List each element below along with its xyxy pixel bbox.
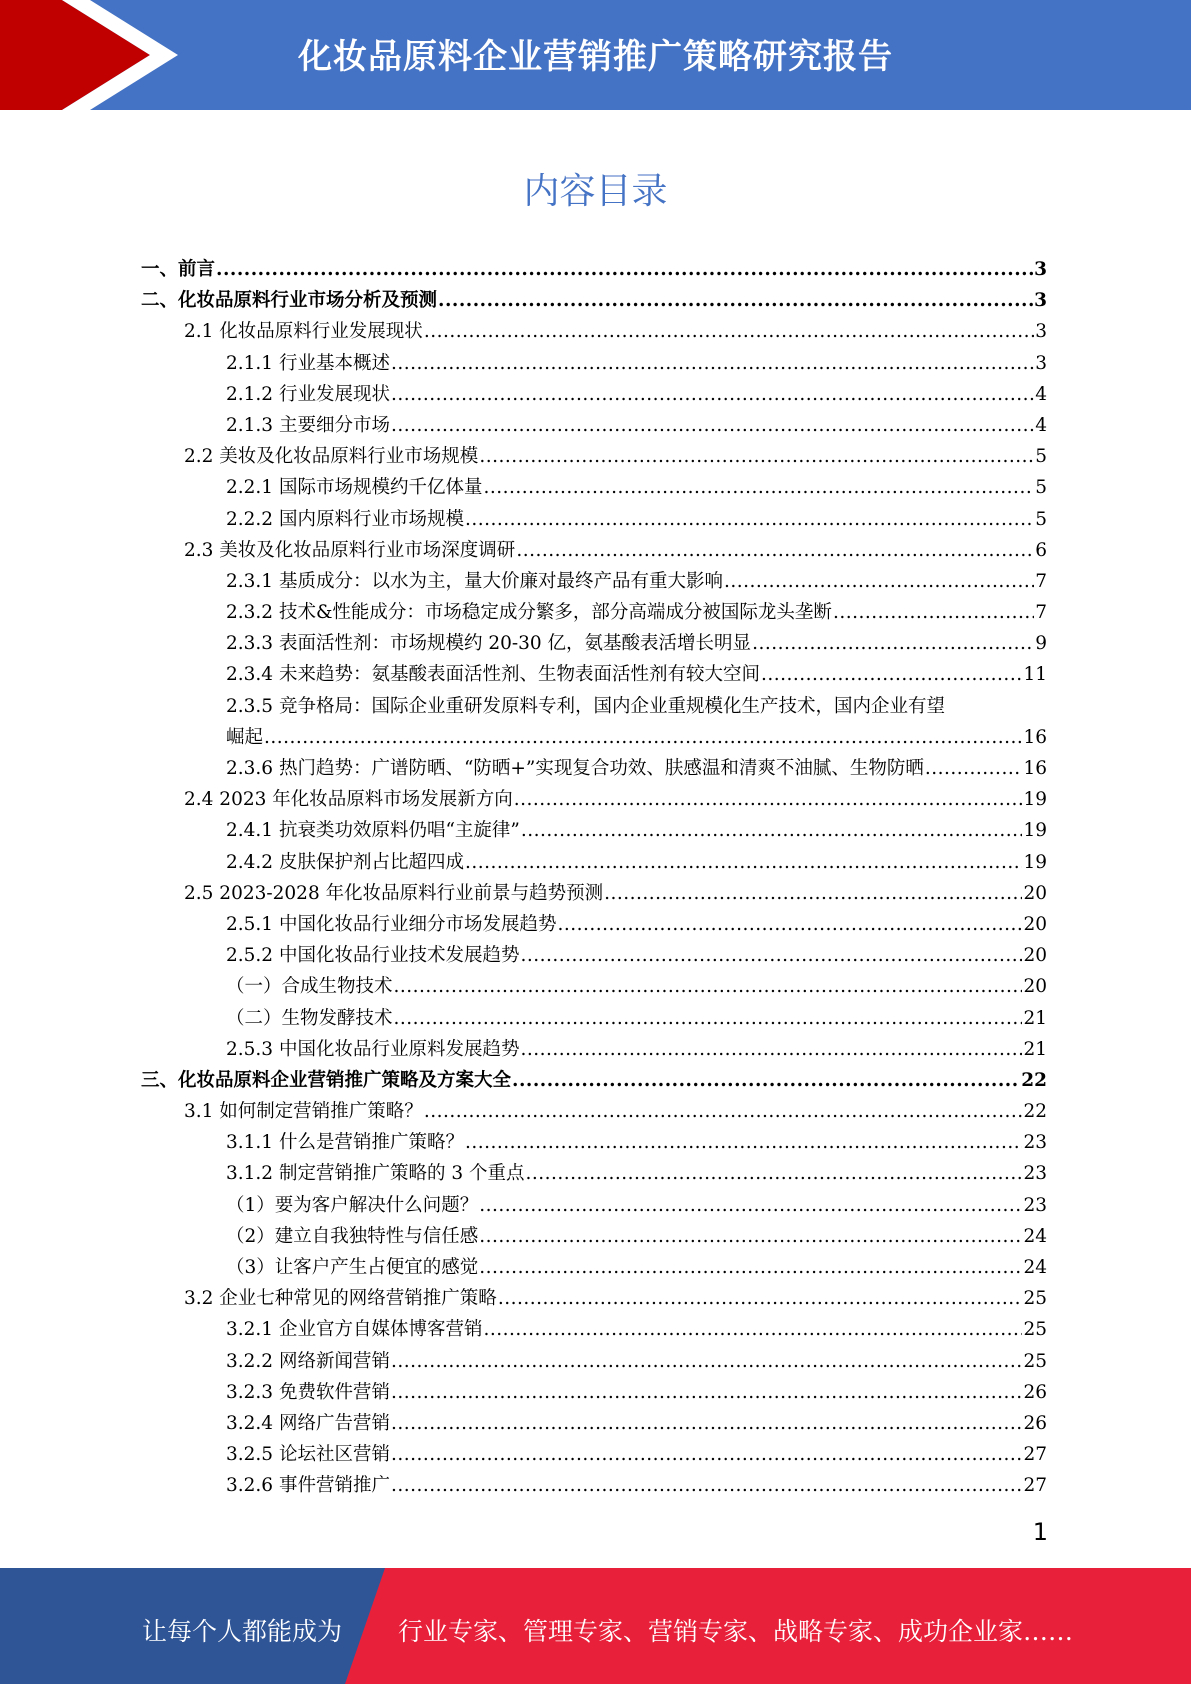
- toc-entry[interactable]: [141, 1190, 1047, 1221]
- toc-leader-dots: [465, 504, 1034, 535]
- toc-entry[interactable]: [141, 971, 1047, 1002]
- toc-page-number: 5: [1035, 477, 1047, 499]
- toc-leader-dots: [391, 1346, 1022, 1377]
- toc-entry-label: 3.2.5 论坛社区营销: [226, 1444, 390, 1466]
- toc-entry-label: 2.3.6 热门趋势：广谱防晒、“防晒+”实现复合功效、肤感温和清爽不油腻、生物防晒: [226, 758, 924, 780]
- report-title: [150, 0, 1191, 106]
- toc-leader-dots: [520, 940, 1022, 971]
- toc-entry-label: 2.3.5 竞争格局：国际企业重研发原料专利，国内企业重规模化生产技术，国内企业有望: [226, 695, 945, 717]
- toc-page-number: 9: [1035, 633, 1047, 655]
- toc-entry-label: 2.3 美妆及化妆品原料行业市场深度调研: [184, 539, 516, 561]
- toc-entry-label: 2.2.2 国内原料行业市场规模: [226, 508, 464, 530]
- toc-entry-label: 二、化妆品原料行业市场分析及预测: [141, 290, 438, 312]
- toc-entry[interactable]: [141, 1127, 1047, 1158]
- toc-leader-dots: [391, 410, 1034, 441]
- toc-entry[interactable]: [141, 909, 1047, 940]
- toc-leader-dots: [391, 1408, 1022, 1439]
- toc-entry[interactable]: [141, 659, 1047, 690]
- toc-page-number: 5: [1035, 446, 1047, 468]
- toc-entry[interactable]: [141, 1158, 1047, 1189]
- toc-page-number: 23: [1023, 1194, 1047, 1216]
- toc-entry[interactable]: [141, 1470, 1047, 1501]
- toc-entry[interactable]: [141, 1034, 1047, 1065]
- toc-entry[interactable]: [141, 285, 1047, 316]
- toc-page-number: 20: [1023, 976, 1047, 998]
- toc-page-number: 22: [1021, 1069, 1047, 1091]
- toc-entry[interactable]: [141, 1252, 1047, 1283]
- toc-entry-label: 3.2.4 网络广告营销: [226, 1412, 390, 1434]
- toc-entry-label: 3.2 企业七种常见的网络营销推广策略: [184, 1288, 497, 1310]
- toc-page-number: 24: [1023, 1257, 1047, 1279]
- toc-page-number: 26: [1023, 1412, 1047, 1434]
- toc-leader-dots: [264, 722, 1022, 753]
- toc-leader-dots: [391, 1470, 1022, 1501]
- toc-entry[interactable]: [141, 1003, 1047, 1034]
- toc-entry-label: （3）让客户产生占便宜的感觉: [226, 1257, 479, 1279]
- toc-leader-dots: [526, 1158, 1023, 1189]
- toc-leader-dots: [465, 847, 1022, 878]
- toc-entry-label: 2.4.1 抗衰类功效原料仍唱“主旋律”: [226, 820, 520, 842]
- toc-entry-continuation: [141, 722, 1047, 753]
- page-number: 1: [1032, 1518, 1048, 1546]
- toc-entry[interactable]: [141, 254, 1047, 285]
- toc-entry-label: 3.1 如何制定营销推广策略？: [184, 1101, 423, 1123]
- toc-entry[interactable]: [141, 348, 1047, 379]
- toc-heading: 内容目录: [523, 171, 668, 212]
- toc-entry[interactable]: [141, 472, 1047, 503]
- toc-page-number: 19: [1023, 789, 1047, 811]
- toc-entry-label: 3.2.3 免费软件营销: [226, 1381, 390, 1403]
- toc-page-number: 3: [1035, 321, 1047, 343]
- toc-entry-label: 2.3.3 表面活性剂：市场规模约 20-30 亿，氨基酸表活增长明显: [226, 633, 752, 655]
- toc-entry[interactable]: [141, 691, 1047, 753]
- toc-entry-label: 2.3.1 基质成分：以水为主，量大价廉对最终产品有重大影响: [226, 570, 723, 592]
- toc-page-number: 11: [1023, 664, 1047, 686]
- toc-entry[interactable]: [141, 753, 1047, 784]
- footer-slogan: 让每个人都能成为: [142, 1617, 343, 1646]
- toc-entry-label: （1）要为客户解决什么问题？: [226, 1194, 479, 1216]
- toc-entry[interactable]: [141, 1314, 1047, 1345]
- toc-leader-dots: [557, 909, 1022, 940]
- toc-entry[interactable]: [141, 878, 1047, 909]
- toc-page-number: 5: [1035, 508, 1047, 530]
- toc-entry[interactable]: [141, 504, 1047, 535]
- toc-leader-dots: [394, 971, 1023, 1002]
- toc-entry[interactable]: [141, 1377, 1047, 1408]
- toc-entry[interactable]: [141, 1221, 1047, 1252]
- toc-entry-label: （二）生物发酵技术: [226, 1007, 393, 1029]
- toc-entry[interactable]: [141, 379, 1047, 410]
- toc-entry-label: 2.5.1 中国化妆品行业细分市场发展趋势: [226, 913, 557, 935]
- toc-entry-label: 一、前言: [141, 259, 216, 280]
- toc-page-number: 25: [1023, 1288, 1047, 1310]
- toc-entry[interactable]: [141, 784, 1047, 815]
- toc-entry-label: 2.5 2023-2028 年化妆品原料行业前景与趋势预测: [184, 882, 604, 904]
- toc-entry-label: 3.1.1 什么是营销推广策略？: [226, 1132, 464, 1154]
- footer-roles: 行业专家、管理专家、营销专家、战略专家、成功企业家……: [398, 1617, 1074, 1646]
- toc-entry[interactable]: [141, 1283, 1047, 1314]
- toc-leader-dots: [761, 659, 1022, 690]
- toc-leader-dots: [216, 254, 1033, 285]
- toc-page-number: 21: [1023, 1038, 1047, 1060]
- toc-page-number: 16: [1023, 758, 1047, 780]
- toc-page-number: 20: [1023, 945, 1047, 967]
- toc-page-number: 26: [1023, 1381, 1047, 1403]
- toc-leader-dots: [391, 348, 1034, 379]
- toc-entry[interactable]: [141, 628, 1047, 659]
- toc-page-number: 27: [1023, 1475, 1047, 1497]
- toc-leader-dots: [604, 878, 1022, 909]
- toc-leader-dots: [724, 566, 1034, 597]
- toc-leader-dots: [479, 441, 1034, 472]
- toc-entry[interactable]: [141, 847, 1047, 878]
- toc-leader-dots: [479, 1190, 1022, 1221]
- toc-leader-dots: [514, 784, 1023, 815]
- toc-leader-dots: [479, 1221, 1022, 1252]
- toc-page-number: 25: [1023, 1319, 1047, 1341]
- toc-entry-label: 3.2.2 网络新闻营销: [226, 1350, 390, 1372]
- footer-banner: [0, 1568, 1191, 1684]
- toc-leader-dots: [752, 628, 1034, 659]
- toc-entry-label: 3.1.2 制定营销推广策略的 3 个重点: [226, 1163, 525, 1185]
- report-title-text: 化妆品原料企业营销推广策略研究报告: [298, 36, 893, 77]
- toc-entry-label: 2.3.4 未来趋势：氨基酸表面活性剂、生物表面活性剂有较大空间: [226, 664, 760, 686]
- toc-entry[interactable]: [141, 597, 1047, 628]
- toc-entry[interactable]: [141, 441, 1047, 472]
- toc-entry-label: （一）合成生物技术: [226, 976, 393, 998]
- toc-page-number: 19: [1023, 820, 1047, 842]
- toc-entry-label: 2.4.2 皮肤保护剂占比超四成: [226, 851, 464, 873]
- toc-entry[interactable]: [141, 815, 1047, 846]
- toc-page-number: 4: [1035, 414, 1047, 436]
- toc-page-number: 7: [1035, 570, 1047, 592]
- toc-page-number: 24: [1023, 1225, 1047, 1247]
- toc-leader-dots: [391, 1439, 1022, 1470]
- toc-entry-label: 2.5.3 中国化妆品行业原料发展趋势: [226, 1038, 520, 1060]
- toc-entry-label: 三、化妆品原料企业营销推广策略及方案大全: [141, 1069, 512, 1091]
- toc-entry-label: 2.1.2 行业发展现状: [226, 383, 390, 405]
- toc-page-number: 20: [1023, 913, 1047, 935]
- toc-leader-dots: [521, 815, 1023, 846]
- toc-entry[interactable]: [141, 1065, 1047, 1096]
- toc-page-number: 7: [1035, 602, 1047, 624]
- toc-leader-dots: [512, 1065, 1020, 1096]
- toc-leader-dots: [833, 597, 1034, 628]
- toc-leader-dots: [394, 1003, 1023, 1034]
- toc-leader-dots: [438, 285, 1033, 316]
- toc-leader-dots: [520, 1034, 1022, 1065]
- toc-leader-dots: [391, 379, 1034, 410]
- toc-page-number: 16: [1023, 726, 1047, 748]
- toc-page-number: 3: [1035, 352, 1047, 374]
- toc-entry-label: 2.3.2 技术&性能成分：市场稳定成分繁多，部分高端成分被国际龙头垄断: [226, 602, 832, 624]
- toc-page-number: 3: [1034, 259, 1047, 280]
- toc-entry-label: 2.1.3 主要细分市场: [226, 414, 390, 436]
- toc-page-number: 6: [1035, 539, 1047, 561]
- toc-entry[interactable]: [141, 1439, 1047, 1470]
- toc-page-number: 20: [1023, 882, 1047, 904]
- toc-entry-label: 3.2.1 企业官方自媒体博客营销: [226, 1319, 483, 1341]
- toc-leader-dots: [483, 472, 1034, 503]
- toc-page-number: 21: [1023, 1007, 1047, 1029]
- toc-entry[interactable]: [141, 535, 1047, 566]
- toc-page-number: 23: [1023, 1132, 1047, 1154]
- toc-entry-label: 2.1 化妆品原料行业发展现状: [184, 321, 423, 343]
- toc-leader-dots: [483, 1314, 1022, 1345]
- toc-leader-dots: [424, 1096, 1023, 1127]
- toc-entry[interactable]: [141, 1408, 1047, 1439]
- toc-entry[interactable]: [141, 410, 1047, 441]
- toc-entry-label: 3.2.6 事件营销推广: [226, 1475, 390, 1497]
- toc-entry[interactable]: [141, 1346, 1047, 1377]
- toc-leader-dots: [925, 753, 1023, 784]
- toc-entry-label: 2.5.2 中国化妆品行业技术发展趋势: [226, 945, 520, 967]
- toc-page-number: 4: [1035, 383, 1047, 405]
- toc-entry[interactable]: [141, 316, 1047, 347]
- toc-leader-dots: [516, 535, 1034, 566]
- toc-entry[interactable]: [141, 566, 1047, 597]
- toc-page-number: 27: [1023, 1444, 1047, 1466]
- toc-entry-label: 2.4 2023 年化妆品原料市场发展新方向: [184, 789, 513, 811]
- toc-leader-dots: [498, 1283, 1023, 1314]
- toc-page-number: 19: [1023, 851, 1047, 873]
- toc-leader-dots: [465, 1127, 1022, 1158]
- toc-page-number: 23: [1023, 1163, 1047, 1185]
- toc-entry[interactable]: [141, 1096, 1047, 1127]
- toc-entry-label: 2.2.1 国际市场规模约千亿体量: [226, 477, 483, 499]
- toc-entry-label: 2.2 美妆及化妆品原料行业市场规模: [184, 446, 479, 468]
- toc-page-number: 25: [1023, 1350, 1047, 1372]
- toc-page-number: 3: [1034, 290, 1047, 312]
- toc-leader-dots: [479, 1252, 1022, 1283]
- toc-leader-dots: [424, 316, 1034, 347]
- toc-entry-label: 2.1.1 行业基本概述: [226, 352, 390, 374]
- toc-entry-label-continued: 崛起: [226, 726, 264, 748]
- header-banner: [0, 0, 1191, 110]
- toc-entry-label: （2）建立自我独特性与信任感: [226, 1225, 479, 1247]
- table-of-contents: [141, 254, 1047, 1502]
- toc-page-number: 22: [1023, 1101, 1047, 1123]
- toc-entry[interactable]: [141, 940, 1047, 971]
- toc-leader-dots: [391, 1377, 1022, 1408]
